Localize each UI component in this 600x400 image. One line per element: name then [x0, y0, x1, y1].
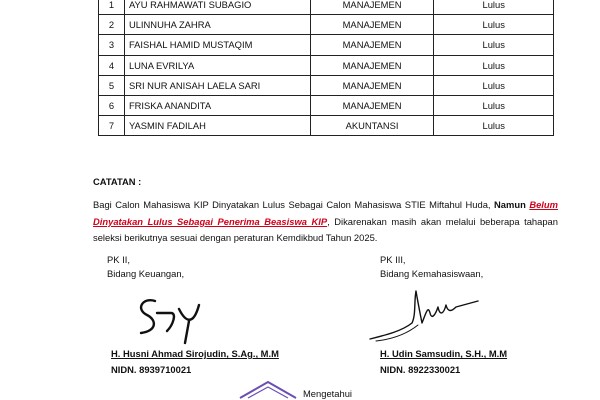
study-program: MANAJEMEN — [310, 95, 434, 115]
row-number: 1 — [99, 0, 125, 15]
table-row — [99, 0, 554, 15]
student-name: ULINNUHA ZAHRA — [124, 15, 310, 35]
signer-role: Bidang Kemahasiswaan, — [380, 268, 484, 279]
signer-name: H. Husni Ahmad Sirojudin, S.Ag., M.M — [111, 348, 279, 359]
signer-nidn: NIDN. 8939710021 — [111, 364, 192, 375]
notes-warning: Belum Dinyatakan Lulus Sebagai Penerima Beasiswa KIP — [93, 199, 558, 227]
row-number: 6 — [99, 95, 125, 115]
row-number: 3 — [99, 35, 125, 55]
result-status: Lulus — [434, 95, 554, 115]
notes-emphasis: Namun — [494, 199, 526, 210]
study-program: MANAJEMEN — [310, 15, 434, 35]
study-program: MANAJEMEN — [310, 75, 434, 95]
signature-block-left — [107, 253, 279, 375]
study-program: MANAJEMEN — [310, 0, 434, 15]
student-name: YASMIN FADILAH — [124, 116, 310, 136]
signer-title: PK II, — [107, 254, 130, 265]
student-name: LUNA EVRILYA — [124, 55, 310, 75]
student-name: SRI NUR ANISAH LAELA SARI — [124, 75, 310, 95]
results-table — [98, 0, 554, 136]
notes-text-part1: Bagi Calon Mahasiswa KIP Dinyatakan Lulus Sebagai Calon Mahasiswa STIE Miftahul Huda, — [93, 199, 491, 210]
student-name: AYU RAHMAWATI SUBAGIO — [124, 0, 310, 15]
notes-paragraph — [93, 197, 558, 247]
student-name: FRISKA ANANDITA — [124, 95, 310, 115]
result-status: Lulus — [434, 116, 554, 136]
table-row — [99, 15, 554, 35]
result-status: Lulus — [434, 55, 554, 75]
row-number: 2 — [99, 15, 125, 35]
table-row — [99, 95, 554, 115]
handwritten-signature-right — [366, 283, 486, 345]
handwritten-signature-left — [127, 291, 217, 349]
notes-text-part2: , Dikarenakan masih akan melalui beberapa tahapan seleksi berikutnya sesuai dengan peraturan Kemdikbud Tahun 2025. — [93, 215, 558, 244]
signer-nidn: NIDN. 8922330021 — [380, 364, 461, 375]
row-number: 5 — [99, 75, 125, 95]
row-number: 7 — [99, 116, 125, 136]
signature-block-right — [380, 253, 508, 375]
table-row — [99, 35, 554, 55]
result-status: Lulus — [434, 35, 554, 55]
signer-title: PK III, — [380, 254, 406, 265]
table-row — [99, 75, 554, 95]
student-name: FAISHAL HAMID MUSTAQIM — [124, 35, 310, 55]
result-status: Lulus — [434, 75, 554, 95]
study-program: MANAJEMEN — [310, 55, 434, 75]
result-status: Lulus — [434, 15, 554, 35]
signer-role: Bidang Keuangan, — [107, 268, 185, 279]
official-stamp-icon — [238, 380, 298, 400]
table-row — [99, 55, 554, 75]
notes-heading: CATATAN : — [93, 176, 142, 187]
results-table-body — [99, 0, 554, 136]
row-number: 4 — [99, 55, 125, 75]
signer-name: H. Udin Samsudin, S.H., M.M — [380, 348, 508, 359]
result-status: Lulus — [434, 0, 554, 15]
table-row — [99, 116, 554, 136]
study-program: MANAJEMEN — [310, 35, 434, 55]
study-program: AKUNTANSI — [310, 116, 434, 136]
acknowledged-label: Mengetahui — [303, 388, 352, 399]
